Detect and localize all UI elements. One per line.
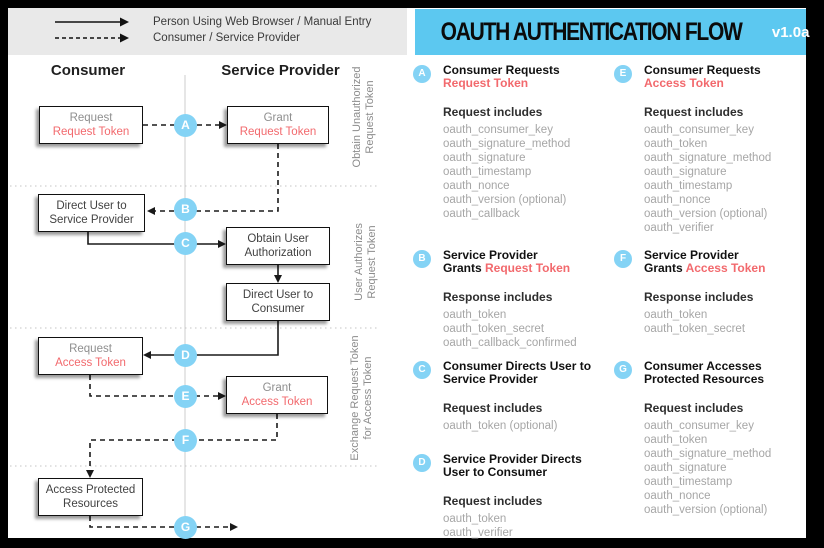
phase-line: Request Token [364,80,376,154]
box-direct-user-to-service-provider [38,194,145,232]
param-item: oauth_token [644,138,708,150]
marker-a: A [174,114,197,137]
param-item: oauth_signature [443,152,526,164]
step-f-badge: F [614,250,632,268]
box-grant-access-token [226,376,328,414]
step-c-title [443,360,608,386]
step-d [413,453,608,540]
param-list [644,123,809,235]
step-g-badge: G [614,361,632,379]
phase-line: User Authorizes [353,223,365,301]
phase-label-exchange-request-token [349,328,375,468]
step-d-badge: D [413,454,431,472]
box-line: Request [69,112,113,124]
arrow-g [90,516,230,527]
version-badge: v1.0a [771,23,810,41]
title-text: Consumer Directs User to [443,359,592,373]
param-item: oauth_version (optional) [644,208,768,220]
column-header-service-provider: Service Provider [221,62,340,79]
title-text: Grants [644,261,686,275]
param-item: oauth_token [443,309,507,321]
param-item: oauth_callback [443,208,520,220]
step-d-title [443,453,608,479]
box-obtain-user-authorization [226,227,330,265]
box-line: Obtain User [247,233,309,245]
param-item: oauth_version (optional) [443,194,567,206]
box-line: Access Token [55,357,126,369]
param-item: oauth_nonce [644,490,711,502]
box-line: Grant [263,112,293,124]
param-item: oauth_consumer_key [644,420,754,432]
title-text: Service Provider [443,372,538,386]
step-b-badge: B [413,250,431,268]
box-access-protected-resources [38,478,143,516]
title-text: Consumer Requests [443,63,560,77]
box-request-request-token [39,106,143,144]
param-item: oauth_token_secret [443,323,545,335]
marker-b: B [174,198,197,221]
param-list [443,123,608,221]
includes-label: Request includes [443,494,543,508]
phase-label-obtain-unauthorized-request-token [351,57,377,177]
title-banner [415,9,810,55]
arrow-e [90,375,218,396]
box-line: Resources [63,498,118,510]
param-item: oauth_nonce [443,180,510,192]
step-b-title [443,249,608,275]
param-item: oauth_consumer_key [443,124,553,136]
box-line: Service Provider [49,214,134,226]
phase-line: Exchange Request Token [349,335,361,461]
title-text-red: Access Token [644,76,724,90]
param-item: oauth_callback_confirmed [443,337,577,349]
param-item: oauth_signature_method [644,152,772,164]
title-text-red: Request Token [443,76,529,90]
includes-label: Request includes [644,105,744,119]
step-b [413,249,608,350]
title-text-red: Access Token [685,261,766,275]
title-text: Service Provider Directs [443,452,582,466]
param-list [443,512,608,540]
title-text: Consumer Requests [644,63,761,77]
param-list [644,419,809,517]
legend-dashed-label: Consumer / Service Provider [153,32,300,44]
param-list [443,308,608,350]
param-item: oauth_verifier [644,222,714,234]
box-line: Request Token [239,126,317,138]
param-item: oauth_token_secret [644,323,746,335]
param-item: oauth_version (optional) [644,504,768,516]
box-line: Request Token [52,126,130,138]
page-canvas [8,8,810,539]
param-item: oauth_consumer_key [644,124,754,136]
includes-label: Response includes [443,290,553,304]
phase-line: Obtain Unauthorized [351,66,363,168]
title-text: Service Provider [644,248,739,262]
param-item: oauth_timestamp [644,180,733,192]
step-f [614,249,809,336]
includes-label: Response includes [644,290,754,304]
box-line: Direct User to [242,289,314,301]
step-a [413,64,608,221]
param-item: oauth_token [443,513,507,525]
marker-e: E [174,385,197,408]
box-line: Authorization [244,247,312,259]
marker-g: G [174,516,197,539]
box-line: Access Protected [45,484,136,496]
param-item: oauth_token (optional) [443,420,558,432]
box-line: Direct User to [56,200,127,212]
step-a-badge: A [413,65,431,83]
step-f-title [644,249,809,275]
phase-line: Request Token [366,225,378,299]
param-item: oauth_nonce [644,194,711,206]
phase-line: for Access Token [362,356,374,440]
includes-label: Request includes [443,401,543,415]
title-text: Service Provider [443,248,538,262]
box-request-access-token [38,337,143,375]
marker-d: D [174,344,197,367]
box-line: Consumer [251,303,305,315]
box-line: Access Token [241,396,313,408]
arrow-b [155,144,278,211]
param-list [644,308,809,336]
includes-label: Request includes [443,105,543,119]
step-e-title [644,64,809,90]
includes-label: Request includes [644,401,744,415]
param-item: oauth_token [644,434,708,446]
step-g [614,360,809,517]
step-c-badge: C [413,361,431,379]
title-text: Grants [443,261,486,275]
param-item: oauth_verifier [443,527,513,539]
legend-solid-label: Person Using Web Browser / Manual Entry [153,16,372,28]
param-list [443,419,608,433]
step-e-badge: E [614,65,632,83]
param-item: oauth_token [644,309,708,321]
box-grant-request-token [227,106,329,144]
box-line: Request [69,343,112,355]
param-item: oauth_timestamp [644,476,733,488]
phase-label-user-authorizes-request-token [353,207,379,317]
legend-bar [8,8,407,55]
param-item: oauth_timestamp [443,166,532,178]
title-text: User to Consumer [443,465,548,479]
title-text-red: Request Token [485,261,571,275]
param-item: oauth_signature_method [443,138,571,150]
param-item: oauth_signature [644,166,727,178]
param-item: oauth_signature [644,462,727,474]
box-direct-user-to-consumer [226,283,330,321]
column-header-consumer: Consumer [50,62,126,79]
step-a-title [443,64,608,90]
step-e [614,64,809,235]
page-title: OAUTH AUTHENTICATION FLOW [440,17,742,46]
marker-f: F [174,429,197,452]
param-item: oauth_signature_method [644,448,772,460]
marker-c: C [174,232,197,255]
title-text: Consumer Accesses [644,359,762,373]
step-g-title [644,360,809,386]
arrow-c [88,232,218,244]
title-text: Protected Resources [644,372,765,386]
step-c [413,360,608,433]
arrow-d [151,321,278,355]
box-line: Grant [262,382,292,394]
